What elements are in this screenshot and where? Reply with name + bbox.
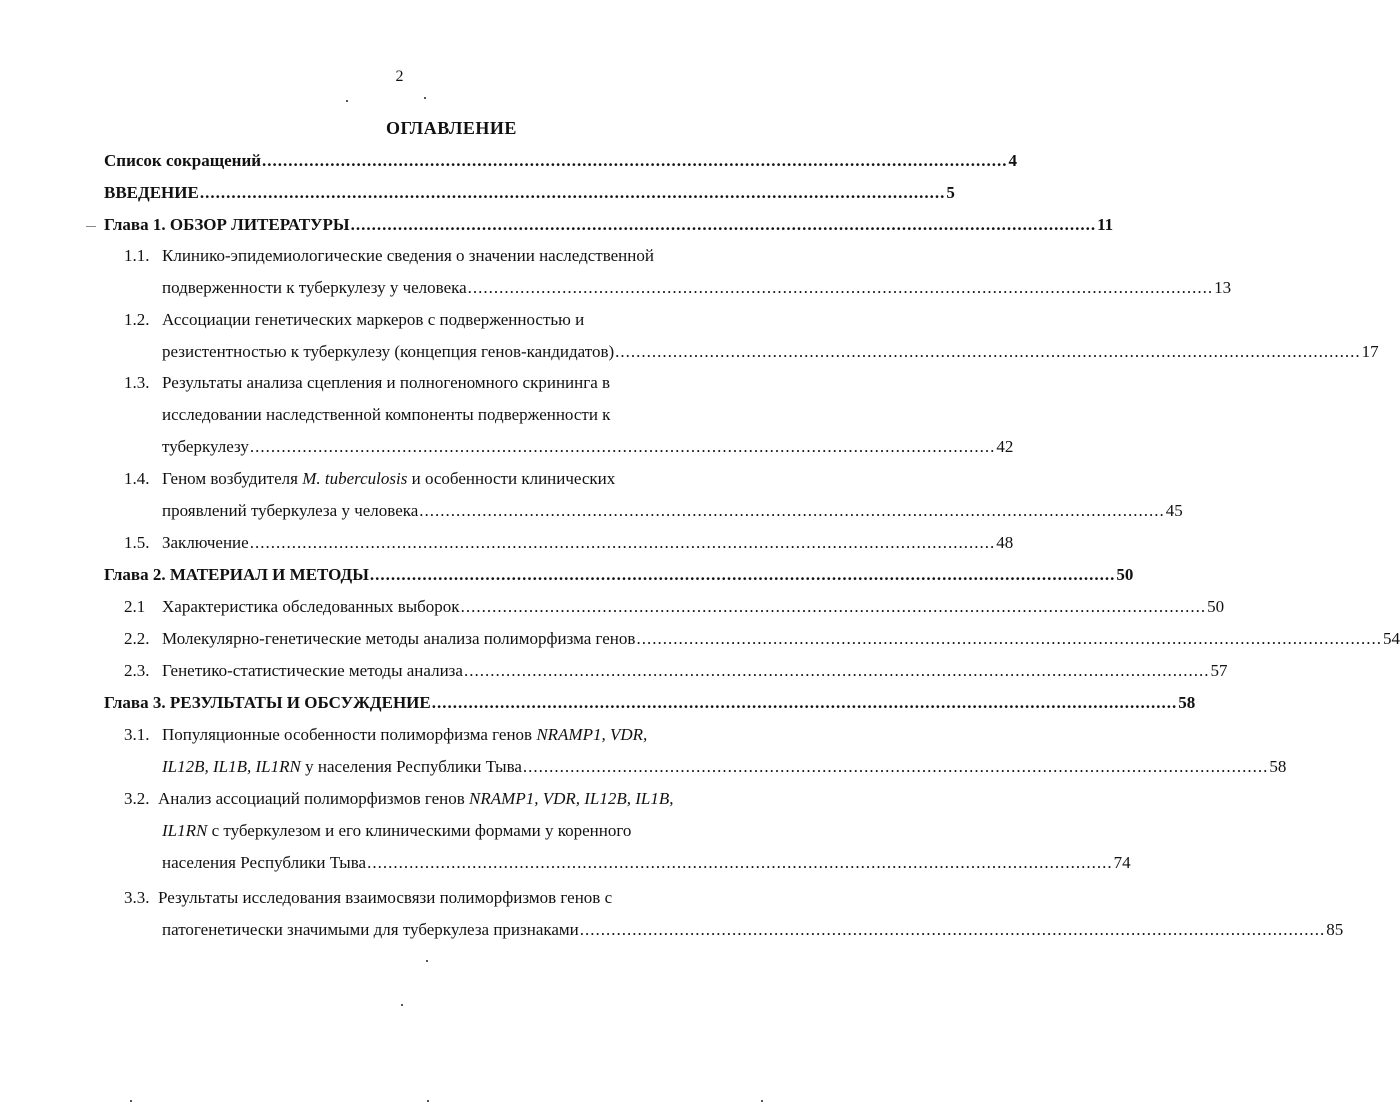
section-title-italic: NRAMP1, VDR, IL12B, IL1B,: [469, 789, 674, 808]
leader-dots: ..............................................................................................................................................: [369, 565, 1116, 584]
section-number: 1.5.: [124, 533, 150, 552]
toc-page-number: 85: [1326, 920, 1344, 939]
leader-dots: ..............................................................................................................................................: [467, 278, 1214, 297]
toc-chapter-1[interactable]: [104, 213, 1114, 237]
section-title: Генетико-статистические методы анализа: [162, 661, 463, 680]
toc-section-3-3[interactable]: [124, 886, 764, 910]
section-title-line2: проявлений туберкулеза у человека: [162, 501, 419, 520]
leader-dots: ..............................................................................................................................................: [419, 501, 1165, 520]
section-title-line2: патогенетически значимыми для туберкулеза признаками: [162, 920, 579, 939]
toc-chapter-3[interactable]: [104, 691, 1196, 715]
toc-section-3-2-line3[interactable]: [162, 851, 1131, 875]
toc-entry-abbreviations[interactable]: [104, 149, 1018, 173]
leader-dots: ..............................................................................................................................................: [249, 533, 996, 552]
section-title-part: у населения Республики Тыва: [300, 757, 522, 776]
section-number: 2.1: [124, 597, 146, 616]
section-number: 1.2.: [124, 310, 150, 329]
toc-entry-label: ВВЕДЕНИЕ: [104, 183, 199, 202]
section-title: Характеристика обследованных выборок: [162, 597, 460, 616]
toc-page-number: 11: [1097, 215, 1114, 234]
scan-speck: [401, 1004, 403, 1006]
section-title-line2: исследовании наследственной компоненты подверженности к: [162, 405, 611, 424]
leader-dots: ..............................................................................................................................................: [249, 437, 996, 456]
section-number: 1.1.: [124, 246, 150, 265]
section-number: 3.2.: [124, 789, 150, 808]
toc-entry-label: Глава 2. МАТЕРИАЛ И МЕТОДЫ: [104, 565, 369, 584]
leader-dots: ..............................................................................................................................................: [615, 342, 1361, 361]
section-number: 2.2.: [124, 629, 150, 648]
toc-section-1-3-line3[interactable]: [162, 435, 1014, 459]
toc-entry-label: Глава 1. ОБЗОР ЛИТЕРАТУРЫ: [104, 215, 350, 234]
section-title-line1: Результаты исследования взаимосвязи полиморфизмов генов с: [158, 888, 613, 907]
toc-chapter-2[interactable]: [104, 563, 1134, 587]
section-title-part: Геном возбудителя: [162, 469, 303, 488]
toc-section-3-2[interactable]: [124, 787, 764, 811]
page-number: 2: [395, 68, 404, 85]
section-title-part: с туберкулезом и его клиническими формами у коренного: [207, 821, 632, 840]
toc-section-1-4[interactable]: [124, 467, 764, 491]
toc-page-number: 45: [1165, 501, 1183, 520]
section-title-italic: IL1RN: [162, 821, 208, 840]
section-title-line3: туберкулезу: [162, 437, 249, 456]
toc-page-number: 54: [1382, 629, 1400, 648]
scan-speck: [130, 1100, 132, 1102]
toc-page-number: 13: [1214, 278, 1232, 297]
leader-dots: ..............................................................................................................................................: [636, 629, 1382, 648]
section-title-line3: населения Республики Тыва: [162, 853, 367, 872]
toc-entry-label: Список сокращений: [104, 151, 262, 170]
toc-section-1-2[interactable]: [124, 308, 764, 332]
toc-page-number: 42: [996, 437, 1014, 456]
toc-page-number: 58: [1269, 757, 1287, 776]
scan-mark: [86, 226, 96, 227]
section-title-italic: IL12B, IL1B, IL1RN: [162, 757, 301, 776]
toc-page-number: 74: [1113, 853, 1131, 872]
leader-dots: ..............................................................................................................................................: [262, 151, 1008, 170]
toc-page-number: 17: [1361, 342, 1379, 361]
section-title-italic: M. tuberculosis: [302, 469, 408, 488]
section-title-line2: резистентностью к туберкулезу (концепция генов-кандидатов): [162, 342, 615, 361]
toc-page-number: 50: [1116, 565, 1134, 584]
toc-page-number: 4: [1008, 151, 1018, 170]
toc-page-number: 48: [996, 533, 1014, 552]
toc-page-number: 5: [946, 183, 955, 202]
leader-dots: ..............................................................................................................................................: [522, 757, 1269, 776]
toc-section-2-1[interactable]: [124, 595, 1225, 619]
section-number: 2.3.: [124, 661, 150, 680]
scan-speck: [761, 1100, 763, 1102]
section-title-line1: Результаты анализа сцепления и полногеномного скрининга в: [162, 373, 611, 392]
section-title-italic: NRAMP1, VDR,: [536, 725, 648, 744]
section-title-line2: подверженности к туберкулезу у человека: [162, 278, 467, 297]
toc-section-1-4-cont[interactable]: [162, 499, 1183, 523]
leader-dots: ..............................................................................................................................................: [431, 693, 1178, 712]
toc-page-number: 57: [1210, 661, 1228, 680]
toc-section-1-2-cont[interactable]: [162, 340, 1379, 364]
toc-section-1-3[interactable]: [124, 371, 764, 395]
section-title-part: и особенности клинических: [407, 469, 616, 488]
toc-section-1-1[interactable]: [124, 244, 764, 268]
toc-page-number: 58: [1178, 693, 1196, 712]
scan-speck: [346, 100, 348, 102]
toc-section-2-2[interactable]: [124, 627, 1400, 651]
toc-section-1-1-cont[interactable]: [162, 276, 1232, 300]
leader-dots: ..............................................................................................................................................: [579, 920, 1326, 939]
leader-dots: ..............................................................................................................................................: [463, 661, 1210, 680]
toc-section-2-3[interactable]: [124, 659, 1228, 683]
scan-speck: [424, 97, 426, 99]
leader-dots: ..............................................................................................................................................: [350, 215, 1097, 234]
leader-dots: ..............................................................................................................................................: [367, 853, 1113, 872]
section-number: 1.3.: [124, 373, 150, 392]
toc-page-number: 50: [1207, 597, 1225, 616]
section-title-line1: Ассоциации генетических маркеров с подверженностью и: [162, 310, 585, 329]
section-title: Заключение: [162, 533, 249, 552]
toc-section-3-2-line2[interactable]: [162, 819, 762, 843]
toc-section-3-1[interactable]: [124, 723, 764, 747]
toc-section-1-3-line2[interactable]: [162, 403, 762, 427]
leader-dots: ..............................................................................................................................................: [199, 183, 946, 202]
section-title: Молекулярно-генетические методы анализа полиморфизма генов: [162, 629, 636, 648]
section-title-part: Популяционные особенности полиморфизма генов: [162, 725, 537, 744]
toc-section-3-3-cont[interactable]: [162, 918, 1344, 942]
section-number: 3.1.: [124, 725, 150, 744]
toc-section-3-1-cont[interactable]: [162, 755, 1287, 779]
section-title-line1: Клинико-эпидемиологические сведения о значении наследственной: [162, 246, 654, 265]
toc-entry-label: Глава 3. РЕЗУЛЬТАТЫ И ОБСУЖДЕНИЕ: [104, 693, 431, 712]
toc-title: ОГЛАВЛЕНИЕ: [386, 118, 517, 138]
scan-speck: [427, 1100, 429, 1102]
toc-section-1-5[interactable]: [124, 531, 1014, 555]
toc-entry-introduction[interactable]: [104, 181, 955, 205]
section-number: 3.3.: [124, 888, 150, 907]
scan-speck: [426, 960, 428, 962]
leader-dots: ..............................................................................................................................................: [460, 597, 1207, 616]
section-title-part: Анализ ассоциаций полиморфизмов генов: [158, 789, 470, 808]
section-number: 1.4.: [124, 469, 150, 488]
